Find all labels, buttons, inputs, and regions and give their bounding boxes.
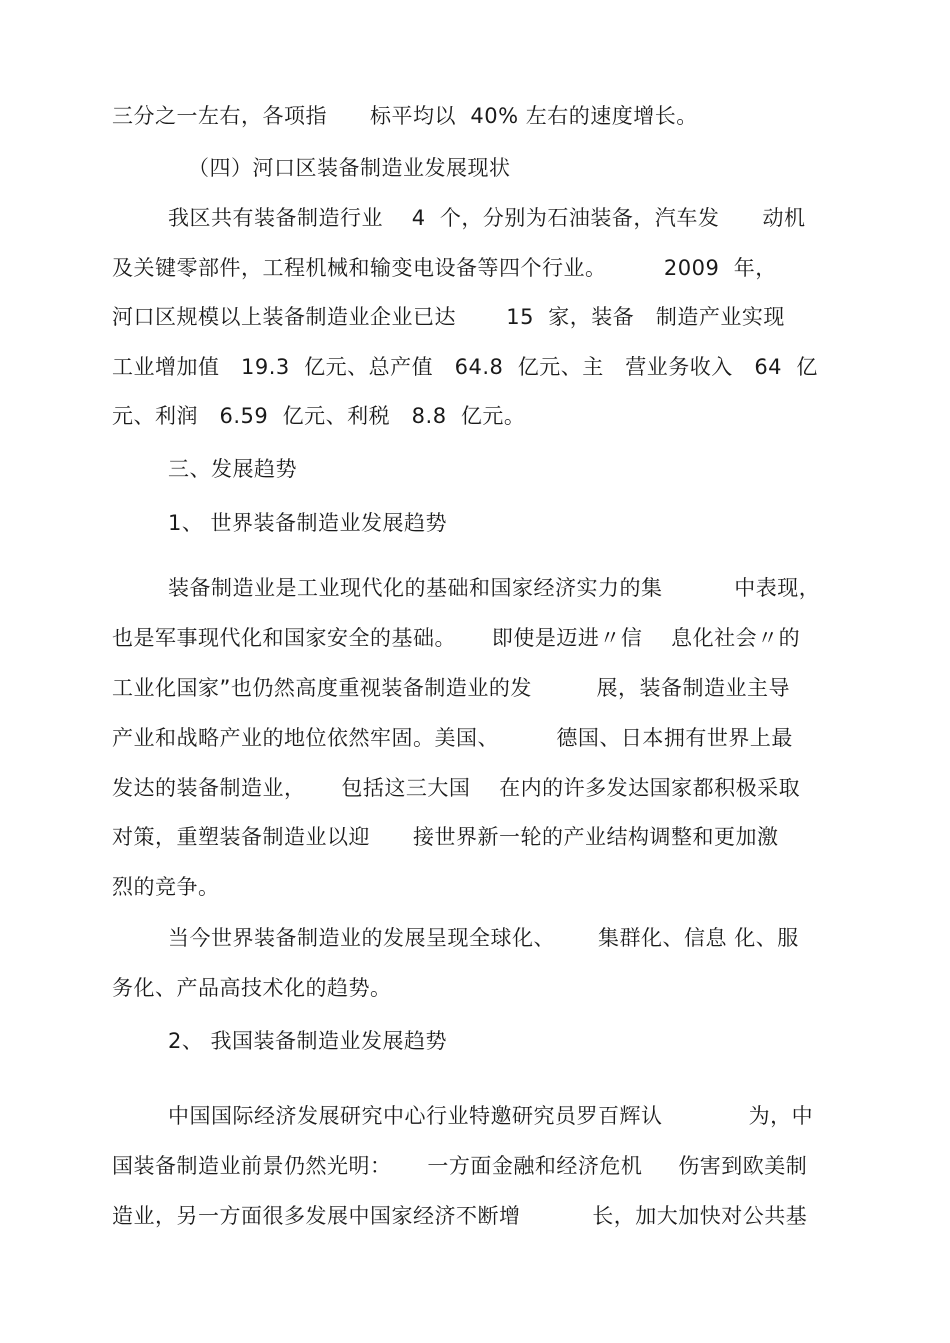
text-line: 也是军事现代化和国家安全的基础。 即使是迈进〃信 息化社会〃的 (112, 626, 801, 650)
text-line: 对策，重塑装备制造业以迎 接世界新一轮的产业结构调整和更加激 (112, 825, 779, 849)
section-heading: （四）河口区装备制造业发展现状 (188, 156, 511, 180)
text-line: 造业，另一方面很多发展中国家经济不断增 长，加大加快对公共基 (112, 1204, 808, 1228)
text-line: 装备制造业是工业现代化的基础和国家经济实力的集 中表现， (168, 576, 821, 600)
text-line: 及关键零部件，工程机械和输变电设备等四个行业。 2009 年， (112, 256, 777, 280)
subsection-heading: 2、 我国装备制造业发展趋势 (168, 1029, 448, 1053)
text-line: 务化、产品高技术化的趋势。 (112, 976, 392, 1000)
text-line: 三分之一左右，各项指 标平均以 40% 左右的速度增长。 (112, 104, 698, 128)
text-line: 国装备制造业前景仍然光明： 一方面金融和经济危机 伤害到欧美制 (112, 1154, 808, 1178)
text-line: 工业增加值 19.3 亿元、总产值 64.8 亿元、主 营业务收入 64 亿 (112, 355, 818, 379)
text-line: 元、利润 6.59 亿元、利税 8.8 亿元。 (112, 404, 526, 428)
subsection-heading: 1、 世界装备制造业发展趋势 (168, 511, 448, 535)
text-line: 产业和战略产业的地位依然牢固。美国、 德国、日本拥有世界上最 (112, 726, 793, 750)
text-line: 我区共有装备制造行业 4 个，分别为石油装备，汽车发 动机 (168, 206, 806, 230)
text-line: 工业化国家”也仍然高度重视装备制造业的发 展，装备制造业主导 (112, 676, 790, 700)
text-line: 中国国际经济发展研究中心行业特邀研究员罗百辉认 为，中 (168, 1104, 814, 1128)
text-line: 当今世界装备制造业的发展呈现全球化、 集群化、信息 化、服 (168, 926, 799, 950)
text-line: 发达的装备制造业， 包括这三大国 在内的许多发达国家都积极采取 (112, 776, 801, 800)
section-heading: 三、发展趋势 (168, 457, 297, 481)
text-line: 河口区规模以上装备制造业企业已达 15 家，装备 制造产业实现 (112, 305, 785, 329)
text-line: 烈的竞争。 (112, 875, 220, 899)
